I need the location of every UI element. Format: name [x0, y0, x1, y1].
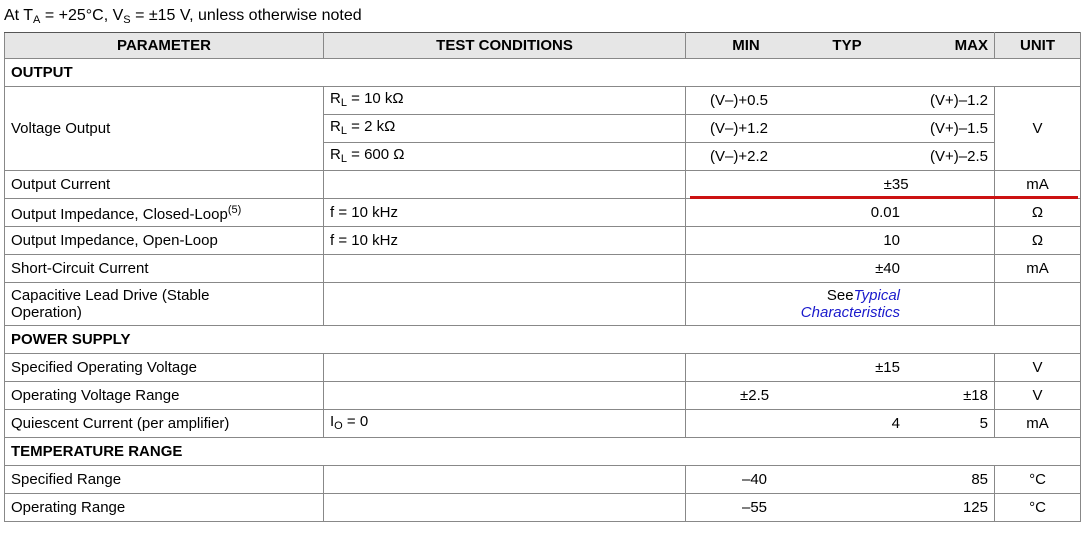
max-value: 125 — [962, 499, 988, 516]
table-row — [5, 466, 1081, 494]
values-cell — [686, 199, 995, 227]
param-specified-range: Specified Range — [5, 466, 324, 494]
table-row — [5, 354, 1081, 382]
header-values — [686, 33, 995, 59]
unit-cell: °C — [995, 466, 1081, 494]
table-row — [5, 227, 1081, 255]
unit-cell: °C — [995, 494, 1081, 522]
characteristics-link[interactable]: Characteristics — [800, 304, 900, 321]
typical-link[interactable]: Typical — [853, 287, 900, 304]
unit-cell: V — [995, 382, 1081, 410]
min-value: (V–)+2.2 — [710, 148, 768, 165]
max-value: (V+)–1.2 — [930, 92, 988, 109]
header-typ: TYP — [832, 37, 862, 54]
condition-cell — [324, 255, 686, 283]
condition-cell: f = 10 kHz — [324, 199, 686, 227]
unit-cell: Ω — [995, 227, 1081, 255]
typ-value: 0.01 — [870, 204, 900, 221]
values-cell — [686, 255, 995, 283]
values-cell — [686, 354, 995, 382]
values-cell — [686, 494, 995, 522]
min-value: (V–)+1.2 — [710, 120, 768, 137]
param-short-circuit-current: Short-Circuit Current — [5, 255, 324, 283]
condition-cell — [324, 494, 686, 522]
table-row — [5, 255, 1081, 283]
typ-value: 10 — [883, 232, 900, 249]
table-row — [5, 382, 1081, 410]
unit-cell: mA — [995, 171, 1081, 199]
condition-cell: f = 10 kHz — [324, 227, 686, 255]
table-row — [5, 410, 1081, 438]
condition-cell: $R_L = 2$ kΩ — [324, 115, 686, 143]
header-max: MAX — [954, 37, 988, 54]
min-value: (V–)+0.5 — [710, 92, 768, 109]
typ-value: 4 — [891, 415, 900, 432]
typ-value: ±40 — [875, 260, 900, 277]
table-row — [5, 87, 1081, 115]
table-caption: At $T_A = +25^\circ C$, $V_S = \pm 15$ V, unless otherwise noted — [4, 7, 362, 26]
max-value: 85 — [971, 471, 988, 488]
typical-characteristics-ref: SeeTypical Characteristics — [800, 287, 900, 321]
values-cell — [686, 227, 995, 255]
max-value: (V+)–2.5 — [930, 148, 988, 165]
max-value: (V+)–1.5 — [930, 120, 988, 137]
header-parameter: PARAMETER — [5, 33, 324, 59]
unit-cell: Ω — [995, 199, 1081, 227]
param-output-current: Output Current — [5, 171, 324, 199]
condition-cell — [324, 171, 686, 199]
spec-table — [4, 32, 1081, 522]
unit-cell: mA — [995, 410, 1081, 438]
values-cell — [686, 115, 995, 143]
unit-cell: V — [995, 87, 1081, 171]
section-output: OUTPUT — [5, 59, 1081, 87]
values-cell — [686, 382, 995, 410]
footnote-ref: (5) — [227, 204, 242, 216]
values-cell — [686, 283, 995, 326]
unit-cell: V — [995, 354, 1081, 382]
param-operating-voltage-range: Operating Voltage Range — [5, 382, 324, 410]
min-value: ±2.5 — [740, 387, 770, 404]
param-capacitive-load: Capacitive Lead Drive (Stable Operation) — [5, 283, 324, 326]
param-quiescent-current: Quiescent Current (per amplifier) — [5, 410, 324, 438]
header-test-conditions: TEST CONDITIONS — [324, 33, 686, 59]
unit-cell — [995, 283, 1081, 326]
header-min: MIN — [732, 37, 760, 54]
condition-cell: $I_O = 0$ — [324, 410, 686, 438]
condition-cell — [324, 354, 686, 382]
table-row — [5, 283, 1081, 326]
values-cell — [686, 87, 995, 115]
max-value: ±18 — [963, 387, 988, 404]
min-value: –55 — [742, 499, 768, 516]
header-unit: UNIT — [995, 33, 1081, 59]
table-row — [5, 199, 1081, 227]
table-row — [5, 171, 1081, 199]
param-specified-operating-voltage: Specified Operating Voltage — [5, 354, 324, 382]
condition-cell — [324, 382, 686, 410]
typ-value: ±15 — [875, 359, 900, 376]
values-cell — [686, 466, 995, 494]
highlight-underline — [690, 196, 1078, 199]
condition-cell — [324, 466, 686, 494]
condition-cell — [324, 283, 686, 326]
table-row — [5, 494, 1081, 522]
section-temperature-range: TEMPERATURE RANGE — [5, 438, 1081, 466]
typ-value: ±35 — [883, 176, 909, 193]
condition-cell: $R_L = 10$ kΩ — [324, 87, 686, 115]
param-operating-range: Operating Range — [5, 494, 324, 522]
values-cell — [686, 171, 995, 199]
param-voltage-output: Voltage Output — [5, 87, 324, 171]
param-output-impedance-open: Output Impedance, Open-Loop — [5, 227, 324, 255]
param-output-impedance-closed: Output Impedance, Closed-Loop$^{(5)}$ — [5, 199, 324, 227]
condition-cell: $R_L = 600$ Ω — [324, 143, 686, 171]
max-value: 5 — [979, 415, 988, 432]
values-cell — [686, 410, 995, 438]
unit-cell: mA — [995, 255, 1081, 283]
values-cell — [686, 143, 995, 171]
min-value: –40 — [742, 471, 768, 488]
section-power-supply: POWER SUPPLY — [5, 326, 1081, 354]
